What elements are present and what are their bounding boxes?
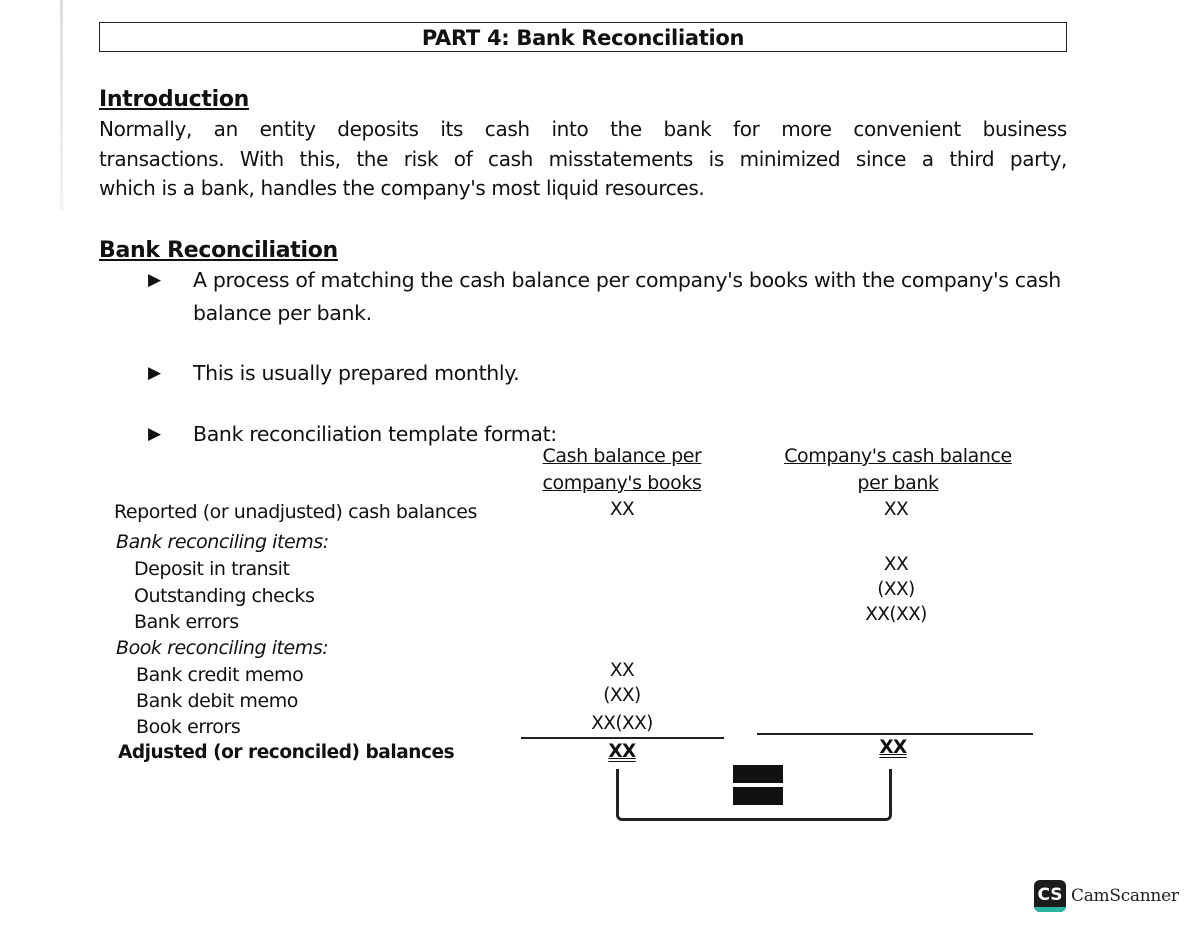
row-label-outstanding: Outstanding checks	[134, 585, 315, 607]
scan-edge	[60, 0, 63, 210]
introduction-line: which is a bank, handles the company's most liquid resources.	[99, 176, 705, 200]
equals-bar-top	[733, 765, 783, 783]
row-label-credit-memo: Bank credit memo	[136, 664, 304, 686]
right-triangle-bullet-icon: ▶	[148, 270, 161, 290]
value-book-errors-books: XX(XX)	[591, 713, 653, 734]
value-debit-memo-books: (XX)	[603, 685, 641, 706]
value-bank-errors-bank: XX(XX)	[865, 604, 927, 625]
bullet-text: This is usually prepared monthly.	[193, 361, 520, 385]
value-reported-books: XX	[609, 499, 635, 520]
introduction-paragraph	[99, 115, 1067, 204]
bank-reconciliation-heading: Bank Reconciliation	[99, 238, 338, 263]
bullet-text: Bank reconciliation template format:	[193, 422, 557, 446]
subtotal-rule-books	[521, 737, 724, 739]
introduction-line: transactions. With this, the risk of cash misstatements is minimized since a third party,	[99, 146, 1067, 171]
equals-bar-bottom	[733, 787, 783, 805]
right-triangle-bullet-icon: ▶	[148, 363, 161, 383]
introduction-heading: Introduction	[99, 87, 250, 112]
column-header-bank: Company's cash balance per bank	[784, 445, 1012, 494]
row-label-bank-items: Bank reconciling items:	[116, 531, 329, 553]
right-triangle-bullet-icon: ▶	[148, 424, 161, 444]
list-item	[148, 264, 1070, 334]
row-label-adjusted: Adjusted (or reconciled) balances	[118, 742, 455, 763]
row-label-reported: Reported (or unadjusted) cash balances	[114, 501, 477, 523]
bullet-text: A process of matching the cash balance per company's books with the company's cash balance per bank.	[193, 268, 1061, 325]
row-label-deposit: Deposit in transit	[134, 558, 290, 580]
column-header-books: Cash balance per company's books	[542, 445, 702, 494]
value-adjusted-bank: XX	[879, 737, 907, 758]
page-title: PART 4: Bank Reconciliation	[421, 26, 745, 50]
value-credit-memo-books: XX	[609, 660, 635, 681]
subtotal-rule-bank	[757, 733, 1033, 735]
camscanner-watermark-text: CamScanner	[1071, 886, 1179, 906]
row-label-bank-errors: Bank errors	[134, 611, 239, 633]
value-adjusted-books: XX	[608, 741, 636, 762]
introduction-line: Normally, an entity deposits its cash into the bank for more convenient business	[99, 117, 1067, 141]
list-item	[148, 357, 1070, 391]
value-deposit-bank: XX	[883, 554, 909, 575]
value-reported-bank: XX	[883, 499, 909, 520]
row-label-book-items: Book reconciling items:	[116, 637, 329, 659]
value-outstanding-bank: (XX)	[877, 579, 915, 600]
row-label-book-errors: Book errors	[136, 716, 241, 738]
title-box	[99, 22, 1067, 52]
row-label-debit-memo: Bank debit memo	[136, 690, 298, 712]
camscanner-logo-icon: CS	[1034, 880, 1066, 912]
